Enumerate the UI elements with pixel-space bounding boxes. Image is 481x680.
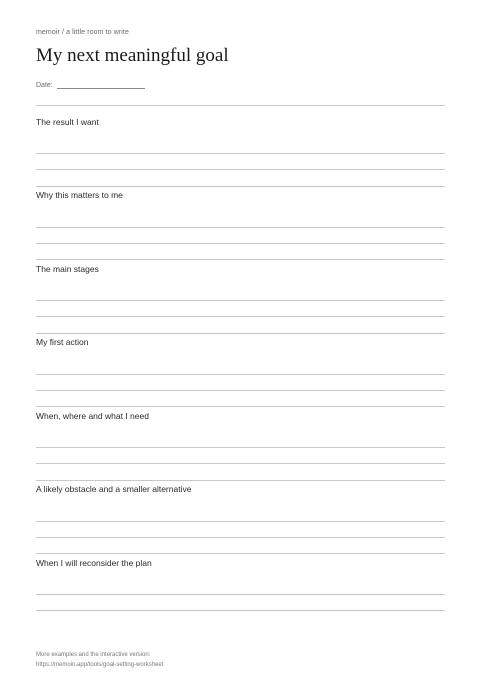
write-line[interactable] [36,227,445,228]
write-line[interactable] [36,537,445,538]
write-line[interactable] [36,463,445,464]
write-line[interactable] [36,374,445,375]
date-field[interactable] [36,80,145,89]
footer-note: More examples and the interactive version: [36,652,151,658]
section-label: When I will reconsider the plan [36,558,152,568]
write-line[interactable] [36,259,445,260]
write-line[interactable] [36,553,445,554]
date-write-line[interactable] [57,80,145,89]
footer [36,650,163,670]
date-label: Date: [36,82,53,89]
worksheet-page [36,0,445,680]
section-label: When, where and what I need [36,411,149,421]
section-label: Why this matters to me [36,190,123,200]
write-line[interactable] [36,300,445,301]
section-label: The result I want [36,117,99,127]
header-divider [36,105,445,106]
write-line[interactable] [36,480,445,481]
write-line[interactable] [36,153,445,154]
write-line[interactable] [36,594,445,595]
write-line[interactable] [36,447,445,448]
section-label: A likely obstacle and a smaller alternative [36,484,192,494]
write-line[interactable] [36,169,445,170]
write-line[interactable] [36,610,445,611]
write-line[interactable] [36,243,445,244]
section-label: The main stages [36,264,99,274]
brand-tagline: memoir / a little room to write [36,29,129,36]
write-line[interactable] [36,406,445,407]
write-line[interactable] [36,390,445,391]
write-line[interactable] [36,316,445,317]
page-title: My next meaningful goal [36,45,229,66]
write-line[interactable] [36,186,445,187]
write-line[interactable] [36,333,445,334]
section-label: My first action [36,337,89,347]
footer-link[interactable]: https://memoin.app/tools/goal-setting-worksheet [36,662,164,668]
write-line[interactable] [36,521,445,522]
